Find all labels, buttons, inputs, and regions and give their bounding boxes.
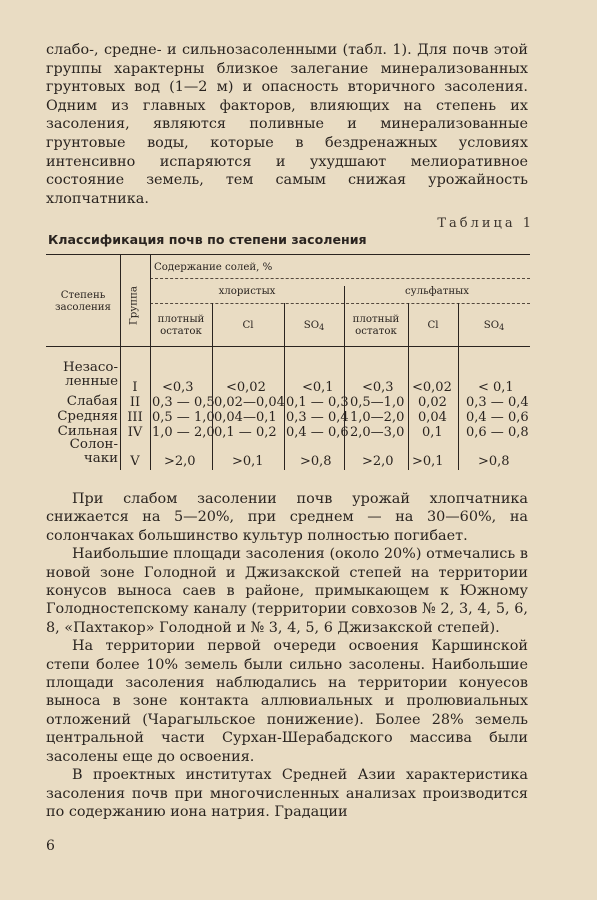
paragraph: На территории первой очереди освоения Каршинской степи более 10% земель были сильно засолены. Наибольшие площади засоления наблюдались на территории конуесов выноса в зоне контакта аллювиальных и пролювиальных отложений (Чарагыльское понижение). Более 28% земель центральной части Сурхан-Шерабадского массива были засолены еще до освоения. bbox=[46, 638, 528, 765]
cell: 2,0—3,0 bbox=[350, 425, 405, 440]
cell: 0,02—0,04 bbox=[214, 395, 285, 410]
row-group: IV bbox=[127, 425, 143, 440]
intro-paragraph: слабо-, средне- и сильнозасоленными (табл. 1). Для почв этой группы характерны близкое залегание минерализованных грунтовых вод (1—2 м) и опасность вторичного засоления. Одним из главных факторов, влияющих на степень их засоления, являются поливные и минерализованные грунтовые воды, которые в бездренажных условиях интенсивно испаряются и ухудшают мелиоративное состояние земель, тем самым снижая урожайность хлопчатника. bbox=[46, 42, 528, 207]
table-caption: Классификация почв по степени засоления bbox=[48, 232, 367, 247]
header-degree: Степень засоления bbox=[55, 290, 111, 313]
row-degree: Солон- чаки bbox=[69, 437, 118, 466]
cell: 0,4 — 0,6 bbox=[286, 425, 349, 440]
subgroup-rule bbox=[150, 303, 530, 304]
cell: <0,02 bbox=[226, 380, 266, 395]
page-number: 6 bbox=[46, 838, 55, 854]
cell: 0,1 — 0,2 bbox=[214, 425, 277, 440]
header-cl-1: Cl bbox=[242, 320, 254, 331]
header-dense-residue-2: плотный остаток bbox=[352, 314, 400, 337]
cell: >0,8 bbox=[478, 454, 510, 469]
cell: 0,1 — 0,3 bbox=[286, 395, 349, 410]
header-sulfates: сульфатных bbox=[404, 286, 470, 297]
col-rule-1 bbox=[120, 254, 121, 470]
cell: >0,1 bbox=[232, 454, 264, 469]
cell: >2,0 bbox=[164, 454, 196, 469]
cell: 1,0 — 2,0 bbox=[152, 425, 215, 440]
cell: < 0,1 bbox=[478, 380, 514, 395]
header-salts: Содержание солей, % bbox=[154, 262, 273, 273]
row-degree: Сильная bbox=[57, 424, 118, 439]
cell: 0,3 — 0,4 bbox=[466, 395, 529, 410]
cell: 0,6 — 0,8 bbox=[466, 425, 529, 440]
header-so4-2: $SO_4$ bbox=[483, 320, 505, 332]
row-group: V bbox=[130, 454, 140, 469]
cell: 0,04 bbox=[418, 410, 447, 425]
cell: 0,5 — 1,0 bbox=[152, 410, 215, 425]
col-rule-5 bbox=[344, 286, 345, 470]
cell: 0,3 — 0,4 bbox=[286, 410, 349, 425]
row-group: I bbox=[132, 380, 138, 395]
header-group: Группа bbox=[128, 286, 140, 325]
salts-rule bbox=[150, 278, 530, 279]
header-so4-1: $SO_4$ bbox=[303, 320, 325, 332]
cell: 0,02 bbox=[418, 395, 447, 410]
cell: >0,1 bbox=[412, 454, 444, 469]
cell: 0,5—1,0 bbox=[350, 395, 405, 410]
row-group: II bbox=[129, 395, 141, 410]
row-group: III bbox=[127, 410, 143, 425]
header-chlorides: хлористых bbox=[218, 286, 276, 297]
cell: <0,3 bbox=[362, 380, 394, 395]
cell: 1,0—2,0 bbox=[350, 410, 405, 425]
cell: <0,02 bbox=[412, 380, 452, 395]
salinity-table bbox=[46, 252, 530, 472]
body-text bbox=[46, 490, 528, 821]
paragraph: При слабом засолении почв урожай хлопчатника снижается на 5—20%, при среднем — на 30—60%, на солончаках большинство культур полностью погибает. bbox=[46, 491, 528, 544]
header-dense-residue-1: плотный остаток bbox=[157, 314, 205, 337]
row-degree: Слабая bbox=[66, 394, 118, 409]
cell: >2,0 bbox=[362, 454, 394, 469]
cell: 0,04—0,1 bbox=[214, 410, 277, 425]
cell: 0,3 — 0,5 bbox=[152, 395, 215, 410]
cell: <0,1 bbox=[302, 380, 334, 395]
header-cl-2: Cl bbox=[427, 320, 439, 331]
paragraph: Наибольшие площади засоления (около 20%) отмечались в новой зоне Голодной и Джизакской степей на территории конусов выноса саев в районе, примыкающем к Южному Голодностепскому каналу (территории совхозов № 2, 3, 4, 5, 6, 8, «Пахтакор» Голодной и № 3, 4, 5, 6 Джизакской степей). bbox=[46, 546, 528, 636]
cell: 0,4 — 0,6 bbox=[466, 410, 529, 425]
row-degree: Незасо- ленные bbox=[63, 360, 118, 389]
cell: <0,3 bbox=[162, 380, 194, 395]
paragraph: В проектных институтах Средней Азии характеристика засоления почв при многочисленных анализах производится по содержанию иона натрия. Градации bbox=[46, 767, 528, 820]
table-top-rule bbox=[46, 254, 530, 255]
table-label: Таблица 1 bbox=[437, 216, 534, 231]
row-degree: Средняя bbox=[57, 409, 118, 424]
cell: 0,1 bbox=[422, 425, 443, 440]
cell: >0,8 bbox=[300, 454, 332, 469]
